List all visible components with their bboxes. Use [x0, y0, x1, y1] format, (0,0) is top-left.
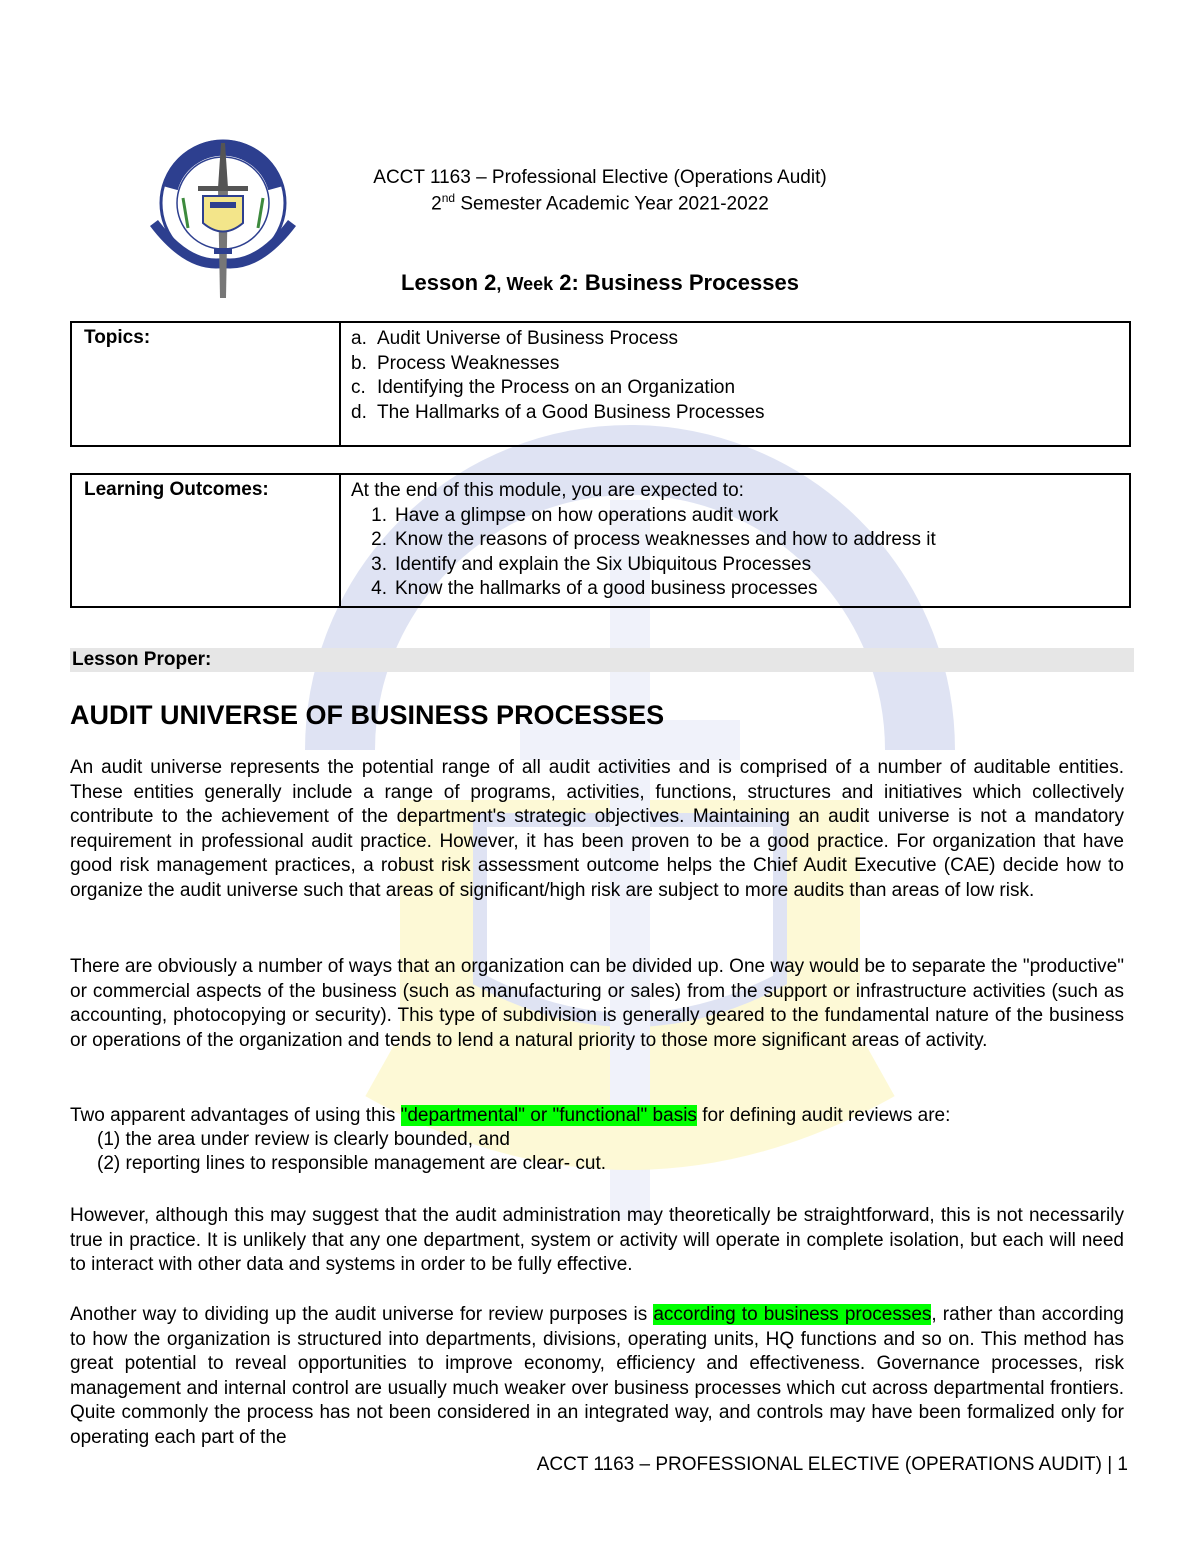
- semester-ordinal: 2: [431, 193, 442, 215]
- outcomes-intro: At the end of this module, you are expected to:: [351, 480, 744, 501]
- lesson-sep: ,: [496, 274, 507, 294]
- page-footer: ACCT 1163 – PROFESSIONAL ELECTIVE (OPERATIONS AUDIT) | 1: [536, 1454, 1128, 1475]
- paragraph-however: However, although this may suggest that the audit administration may theoretically be straightforward, this is not necessarily true in practice. It is unlikely that any one department, system or activity will operate in complete isolation, but each will need to interact with other data and systems in order to be fully effective.: [70, 1205, 1124, 1276]
- paragraph-advantages: Two apparent advantages of using this "departmental" or "functional" basis for defining audit reviews are:: [70, 1105, 951, 1126]
- paragraph-business-processes: Another way to dividing up the audit universe for review purposes is according to business processes, rather than according to how the organization is structured into departments, divisions, operating units, HQ functions and so on. This method has great potential to reveal opportunities to improve economy, efficiency and effectiveness. Governance processes, risk management and internal control are usually much weaker over business processes which cut across departmental frontiers. Quite commonly the process has not been considered in an integrated way, and controls may have been formalized only for operating each part of the: [70, 1304, 1124, 1448]
- outcome-item: 1. Have a glimpse on how operations audit work: [371, 504, 779, 526]
- topic-item: a. Audit Universe of Business Process: [351, 328, 678, 349]
- highlight-business-processes: according to business processes: [653, 1304, 932, 1325]
- course-title: ACCT 1163 – Professional Elective (Operations Audit): [373, 167, 827, 188]
- outcome-item: 4. Know the hallmarks of a good business processes: [371, 578, 818, 599]
- lesson-proper-label: Lesson Proper:: [72, 649, 212, 670]
- outcome-item: 3. Identify and explain the Six Ubiquitous Processes: [371, 553, 812, 575]
- lesson-week-label: Week: [506, 274, 554, 294]
- topic-item: c. Identifying the Process on an Organization: [351, 377, 736, 398]
- paragraph-audit-universe: An audit universe represents the potential range of all audit activities and is comprised of a number of auditable entities. These entities generally include a range of programs, activities, functions, structures and initiatives which collectively contribute to the achievement of the department's strategic objectives. Maintaining an audit universe is not a mandatory requirement in professional audit practice. However, it has been proven to be a good practice. For organization that have good risk management practices, a robust risk assessment outcome helps the Chief Audit Executive (CAE) decide how to organize the audit universe such that areas of significant/high risk are subject to more audits than areas of low risk.: [70, 757, 1124, 901]
- advantage-item: (1) the area under review is clearly bounded, and: [97, 1129, 510, 1150]
- section-heading: AUDIT UNIVERSE OF BUSINESS PROCESSES: [70, 700, 665, 730]
- lesson-number: Lesson 2: [401, 270, 497, 295]
- lesson-topic: 2: Business Processes: [553, 270, 799, 295]
- outcome-item: 2. Know the reasons of process weaknesses and how to address it: [371, 529, 936, 550]
- outcomes-label: Learning Outcomes:: [71, 474, 340, 607]
- highlight-functional-basis: "departmental" or "functional" basis: [400, 1105, 697, 1126]
- advantage-item: (2) reporting lines to responsible management are clear- cut.: [97, 1153, 607, 1174]
- semester-text: Semester Academic Year 2021-2022: [455, 193, 769, 215]
- paragraph-ways-divided: There are obviously a number of ways that an organization can be divided up. One way would be to separate the "productive" or commercial aspects of the business (such as manufacturing or sales) from the support or infrastructure activities (such as accounting, photocopying or security). This type of subdivision is generally geared to the fundamental nature of the business or operations of the organization and tends to lend a natural priority to those more significant areas of activity.: [70, 956, 1124, 1051]
- semester-superscript: nd: [441, 191, 456, 205]
- topic-item: d. The Hallmarks of a Good Business Processes: [351, 401, 765, 423]
- topic-item: b. Process Weaknesses: [351, 352, 560, 374]
- topics-label: Topics:: [71, 322, 340, 446]
